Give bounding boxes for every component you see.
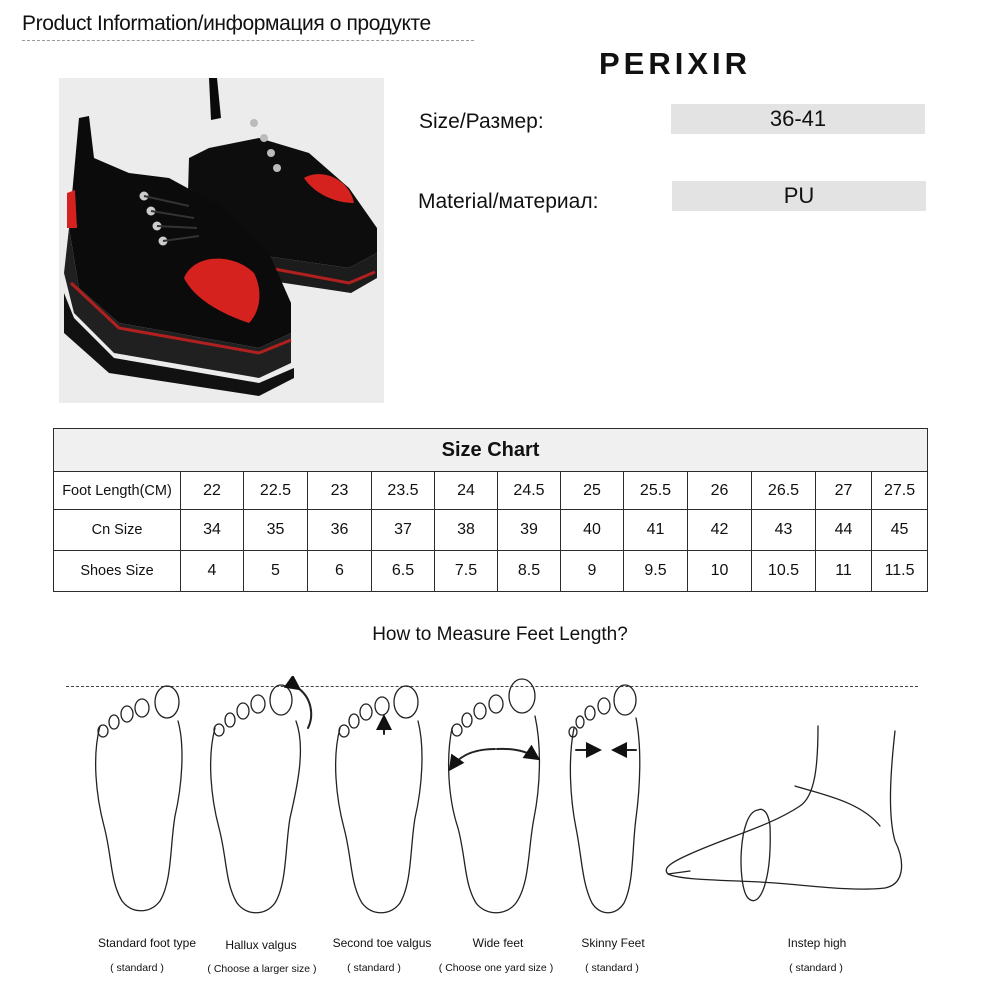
hallux-valgus-foot-icon bbox=[211, 685, 312, 913]
foot-label-second-toe: Second toe valgus bbox=[332, 936, 432, 950]
table-cell: 9 bbox=[561, 551, 624, 592]
table-cell: 22.5 bbox=[244, 472, 308, 510]
table-cell: 39 bbox=[498, 510, 561, 551]
table-cell: 9.5 bbox=[624, 551, 688, 592]
foot-note-skinny: ( standard ) bbox=[585, 962, 639, 974]
table-cell: 36 bbox=[308, 510, 372, 551]
table-cell: 7.5 bbox=[435, 551, 498, 592]
brand-name: PERIXIR bbox=[598, 46, 752, 81]
standard-foot-icon bbox=[96, 686, 182, 911]
table-cell: 37 bbox=[372, 510, 435, 551]
table-cell: 44 bbox=[816, 510, 872, 551]
feet-diagrams bbox=[0, 676, 1000, 936]
table-cell: 27 bbox=[816, 472, 872, 510]
second-toe-valgus-foot-icon bbox=[336, 686, 422, 913]
table-cell: 40 bbox=[561, 510, 624, 551]
product-image bbox=[59, 78, 384, 403]
table-cell: 23 bbox=[308, 472, 372, 510]
table-cell: 10 bbox=[688, 551, 752, 592]
table-cell: 22 bbox=[181, 472, 244, 510]
table-cell: 34 bbox=[181, 510, 244, 551]
row-header: Cn Size bbox=[54, 510, 181, 551]
instep-high-foot-icon bbox=[666, 726, 901, 901]
page-title: Product Information/информация о продукте bbox=[22, 10, 474, 41]
table-cell: 11.5 bbox=[872, 551, 928, 592]
foot-label-standard: Standard foot type bbox=[97, 936, 197, 950]
table-cell: 6 bbox=[308, 551, 372, 592]
table-cell: 5 bbox=[244, 551, 308, 592]
foot-note-second-toe: ( standard ) bbox=[347, 962, 401, 974]
table-row bbox=[54, 472, 928, 510]
size-chart-table bbox=[53, 428, 928, 592]
table-cell: 25.5 bbox=[624, 472, 688, 510]
material-value: PU bbox=[672, 181, 926, 211]
table-cell: 4 bbox=[181, 551, 244, 592]
foot-note-standard: ( standard ) bbox=[110, 962, 164, 974]
table-cell: 6.5 bbox=[372, 551, 435, 592]
table-cell: 43 bbox=[752, 510, 816, 551]
size-chart-title: Size Chart bbox=[54, 429, 928, 472]
table-cell: 26 bbox=[688, 472, 752, 510]
table-cell: 8.5 bbox=[498, 551, 561, 592]
foot-label-wide: Wide feet bbox=[472, 936, 524, 950]
table-cell: 10.5 bbox=[752, 551, 816, 592]
table-cell: 24.5 bbox=[498, 472, 561, 510]
foot-note-hallux: ( Choose a larger size ) bbox=[207, 963, 317, 975]
table-cell: 23.5 bbox=[372, 472, 435, 510]
table-row bbox=[54, 510, 928, 551]
foot-label-hallux: Hallux valgus bbox=[225, 938, 297, 952]
material-label: Material/материал: bbox=[418, 190, 599, 213]
size-value: 36-41 bbox=[671, 104, 925, 134]
foot-note-wide: ( Choose one yard size ) bbox=[438, 962, 554, 974]
table-cell: 41 bbox=[624, 510, 688, 551]
measure-title: How to Measure Feet Length? bbox=[372, 624, 628, 645]
table-cell: 45 bbox=[872, 510, 928, 551]
table-cell: 24 bbox=[435, 472, 498, 510]
foot-label-skinny: Skinny Feet bbox=[581, 936, 645, 950]
table-cell: 42 bbox=[688, 510, 752, 551]
table-row bbox=[54, 551, 928, 592]
foot-note-instep: ( standard ) bbox=[789, 962, 843, 974]
wide-foot-icon bbox=[449, 679, 540, 913]
table-cell: 38 bbox=[435, 510, 498, 551]
table-cell: 27.5 bbox=[872, 472, 928, 510]
row-header: Shoes Size bbox=[54, 551, 181, 592]
table-cell: 35 bbox=[244, 510, 308, 551]
table-cell: 26.5 bbox=[752, 472, 816, 510]
table-cell: 25 bbox=[561, 472, 624, 510]
row-header: Foot Length(CM) bbox=[54, 472, 181, 510]
size-label: Size/Размер: bbox=[419, 110, 544, 133]
foot-label-instep: Instep high bbox=[787, 936, 847, 950]
table-cell: 11 bbox=[816, 551, 872, 592]
skinny-foot-icon bbox=[569, 685, 640, 913]
